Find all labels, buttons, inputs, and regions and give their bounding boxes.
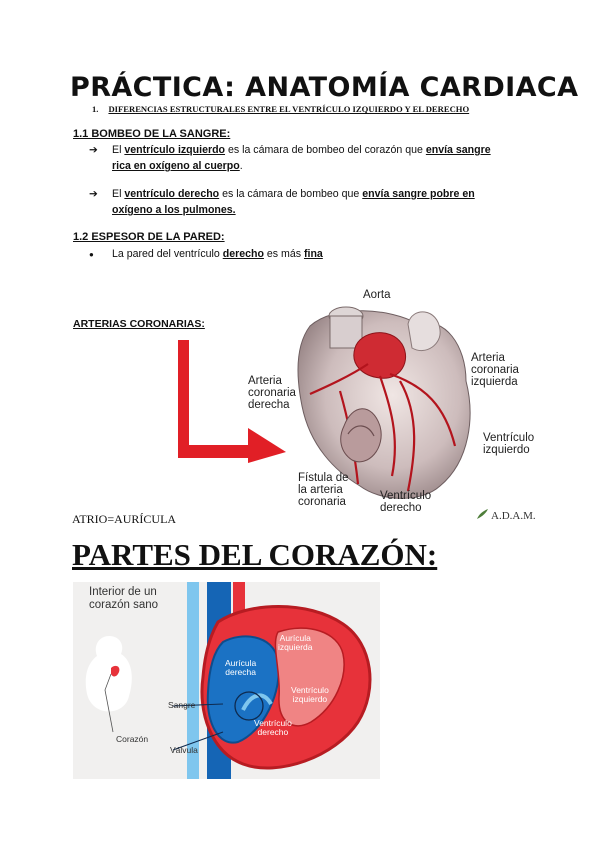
section1-heading: 1.1 BOMBEO DE LA SANGRE: [73, 128, 231, 140]
subtitle-number: 1. [92, 104, 99, 114]
label-arteria-izquierda: Arteria coronaria izquierda [471, 352, 519, 388]
arrow-bullet-icon: ➔ [89, 144, 98, 156]
section2-heading: 1.2 ESPESOR DE LA PARED: [73, 231, 225, 243]
subtitle [92, 104, 469, 114]
label-valvula: Válvula [170, 745, 198, 755]
arrow-bullet-icon: ➔ [89, 188, 98, 200]
label-ventriculo-derecho: Ventrículo derecho [254, 718, 292, 737]
bullet-text: La pared del ventrículo derecho es más fina [112, 248, 323, 260]
label-auricula-derecha: Aurícula derecha [225, 658, 257, 677]
partes-title: PARTES DEL CORAZÓN: [72, 537, 438, 572]
label-fistula: Fístula de la arteria coronaria [298, 472, 349, 508]
label-ventriculo-izquierdo: Ventrículo izquierdo [291, 685, 329, 704]
label-arteria-derecha: Arteria coronaria derecha [248, 375, 296, 411]
bullet-ventriculo-izquierdo [89, 142, 529, 178]
bullet-text: El ventrículo derecho es la cámara de bombeo que envía sangre pobre en oxígeno a los pulmones. [112, 188, 475, 216]
subtitle-text: DIFERENCIAS ESTRUCTURALES ENTRE EL VENTRÍCULO IZQUIERDO Y EL DERECHO [108, 104, 470, 114]
page-title: PRÁCTICA: ANATOMÍA CARDIACA [70, 72, 579, 103]
bullet-pared [89, 246, 509, 264]
coronary-arteries-figure [240, 286, 546, 522]
label-sangre: Sangre [168, 700, 196, 710]
label-aorta: Aorta [363, 289, 391, 301]
adam-logo: A.D.A.M. [491, 510, 536, 522]
label-ventriculo-derecho: Ventrículo derecho [380, 490, 432, 514]
arterias-heading: ARTERIAS CORONARIAS: [73, 318, 205, 330]
dot-bullet-icon: ● [89, 250, 94, 259]
bullet-ventriculo-derecho [89, 186, 529, 222]
label-ventriculo-izquierdo: Ventrículo izquierdo [483, 432, 535, 456]
figure2-heading: Interior de un corazón sano [89, 586, 159, 611]
atrio-note: ATRIO=AURÍCULA [72, 512, 177, 526]
adam-logo-icon [476, 508, 490, 520]
bullet-text: El ventrículo izquierdo es la cámara de bombeo del corazón que envía sangre rica en oxígeno al cuerpo. [112, 144, 491, 172]
heart-interior-figure [73, 582, 380, 779]
label-auricula-izquierda: Aurícula izquierda [278, 633, 313, 652]
label-corazon: Corazón [116, 734, 149, 744]
